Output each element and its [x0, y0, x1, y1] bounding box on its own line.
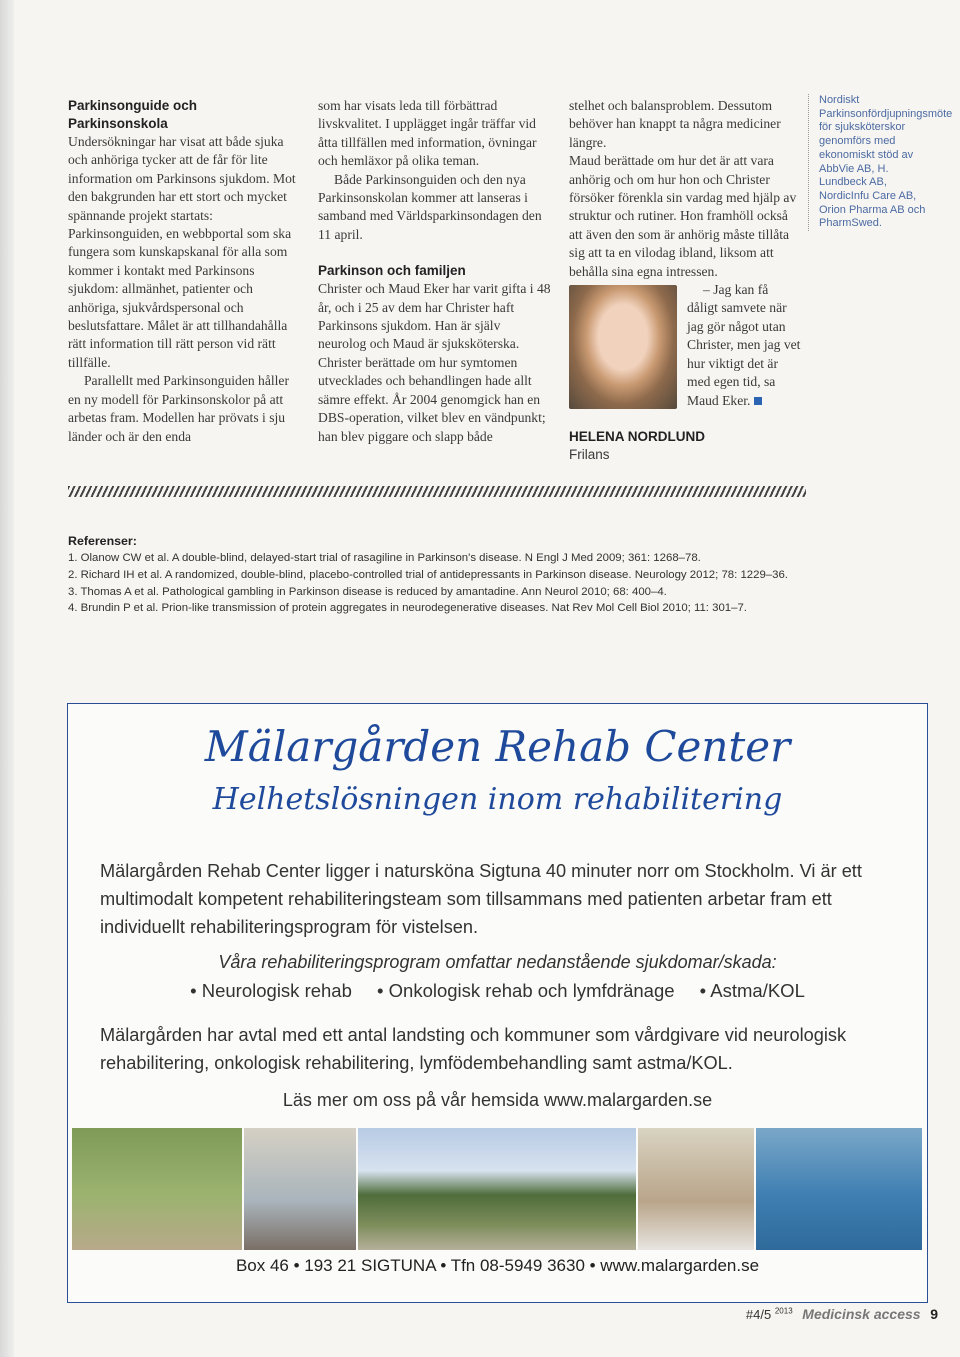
magazine-logo: Medicinsk access	[802, 1306, 921, 1322]
end-mark-icon	[754, 397, 762, 405]
hatched-divider	[68, 486, 806, 497]
ad-programs-heading: Våra rehabiliteringsprogram omfattar nedanstående sjukdomar/skada:	[218, 952, 777, 972]
ad-agreement: Mälargården har avtal med ett antal landsting och kommuner som vårdgivare vid neurologisk rehabilitering, onkologisk rehabilitering, lymfödembehandling samt astma/KOL.	[100, 1025, 847, 1073]
author-name: HELENA NORDLUND	[569, 428, 705, 444]
paragraph: stelhet och balansproblem. Dessutom behöver han knappt ta några mediciner längre.	[569, 98, 781, 150]
ad-photo-strip	[72, 1128, 922, 1250]
issue-label: #4/5	[745, 1307, 772, 1322]
photo-nordic-walking	[72, 1128, 242, 1250]
references	[68, 532, 788, 617]
photo-therapy-session	[638, 1128, 754, 1250]
photo-gym-training	[244, 1128, 356, 1250]
section-heading-familjen: Parkinson och familjen	[318, 263, 466, 279]
issue-number	[746, 1307, 793, 1322]
paragraph: Maud berättade om hur det är att vara anhörig och om hur hon och Christer försöker förenkla sin vardag med hjälp av struktur och rutiner. Hon framhöll också att även den som är anhörig måste tillåta sig att ta en vilodag ibland, liksom att behålla sina egna intressen.	[569, 153, 797, 279]
article-column-3	[569, 97, 802, 465]
ad-title: Mälargården Rehab Center	[204, 722, 791, 771]
page-spine-shadow	[0, 0, 14, 1357]
ad-contact-footer: Box 46 • 193 21 SIGTUNA • Tfn 08-5949 3630 • www.malargarden.se	[235, 1256, 760, 1275]
author-photo	[569, 285, 677, 409]
references-heading: Referenser:	[68, 534, 137, 548]
photo-building-exterior	[358, 1128, 636, 1250]
paragraph: Christer och Maud Eker har varit gifta i 48 år, och i 25 av dem har Christer haft Parkinsons sjukdom. Han är själv neurolog och Maud är sjuksköterska. Christer berättade om hur symtomen utvecklades och behandlingen hade allt sämre effekt. År 2004 genomgick han en DBS-operation, vilket blev en vändpunkt; han blev piggare och slapp både	[318, 281, 551, 444]
ad-subtitle: Helhetslösningen inom rehabilitering	[212, 782, 783, 817]
page-folio	[746, 1306, 938, 1322]
reference-item: 1. Olanow CW et al. A double-blind, delayed-start trial of rasagiline in Parkinson's disease. N Engl J Med 2009; 361: 1268–78.	[68, 552, 701, 564]
ad-program-list	[68, 980, 927, 1002]
byline	[569, 428, 802, 465]
article-column-1	[68, 97, 300, 446]
photo-pool-exercise	[756, 1128, 922, 1250]
paragraph: som har visats leda till förbättrad livskvalitet. I upplägget ingår träffar vid åtta tillfällen med information, övningar och hemläxor på olika teman.	[318, 98, 537, 169]
program-item: • Neurologisk rehab	[190, 980, 352, 1001]
program-item: • Astma/KOL	[699, 980, 805, 1001]
sponsor-sidenote: Nordiskt Parkinsonfördjupningsmöte för sjuksköterskor genomförs med ekonomiskt stöd av AbbVie AB, H. Lundbeck AB, NordicInfu Care AB, Orion Pharma AB och PharmSwed.	[808, 94, 937, 231]
ad-website-line: Läs mer om oss på vår hemsida www.malargarden.se	[282, 1090, 713, 1110]
program-item: • Onkologisk rehab och lymfdränage	[377, 980, 675, 1001]
issue-year: 2013	[774, 1306, 793, 1316]
author-role: Frilans	[569, 447, 610, 463]
advertisement	[67, 703, 928, 1303]
ad-intro: Mälargården Rehab Center ligger i natursköna Sigtuna 40 minuter norr om Stockholm. Vi är ett multimodalt kompetent rehabiliteringsteam som tillsammans med patienten arbetar fram ett individuellt rehabiliteringsprogram för vistelsen.	[100, 861, 862, 937]
page-number: 9	[930, 1306, 938, 1322]
article-column-2	[318, 97, 552, 446]
paragraph: Både Parkinsonguiden och den nya Parkinsonskolan kommer att lanseras i samband med Världsparkinsondagen den 11 april.	[318, 171, 542, 242]
reference-item: 4. Brundin P et al. Prion-like transmission of protein aggregates in neurodegenerative diseases. Nat Rev Mol Cell Biol 2010; 11: 301–7.	[68, 602, 747, 615]
paragraph: Undersökningar har visat att både sjuka och anhöriga tycker att de får för lite information om Parkinsons sjukdom. Mot den bakgrunden har ett stort och mycket spännande projekt startats: Parkinsonguiden, en webbportal som ska fungera som kunskapskanal för alla som kommer i kontakt med Parkinsons sjukdom: allmänhet, patienter och anhöriga, sjukvårdspersonal och beslutsfattare. Målet är att tillhandahålla rätt information till rätt person vid rätt tillfälle.	[68, 134, 296, 370]
reference-item: 3. Thomas A et al. Pathological gambling in Parkinson disease is reduced by amantadine. Ann Neurol 2010; 68: 400–4.	[68, 585, 667, 598]
paragraph: Parallellt med Parkinsonguiden håller en ny modell för Parkinsonskolor på att arbetas fram. Modellen har prövats i sju länder och är den enda	[68, 373, 289, 444]
quote-text: – Jag kan få dåligt samvete när jag gör något utan Christer, men jag vet hur viktigt det är med egen tid, sa Maud Eker.	[687, 282, 801, 408]
references-list	[68, 550, 788, 617]
section-heading-parkinsonguide: Parkinsonguide och Parkinsonskola	[68, 98, 198, 131]
reference-item: 2. Richard IH et al. A randomized, double-blind, placebo-controlled trial of antidepressants in Parkinson disease. Neurology 2012; 78: 1229–36.	[68, 568, 788, 581]
